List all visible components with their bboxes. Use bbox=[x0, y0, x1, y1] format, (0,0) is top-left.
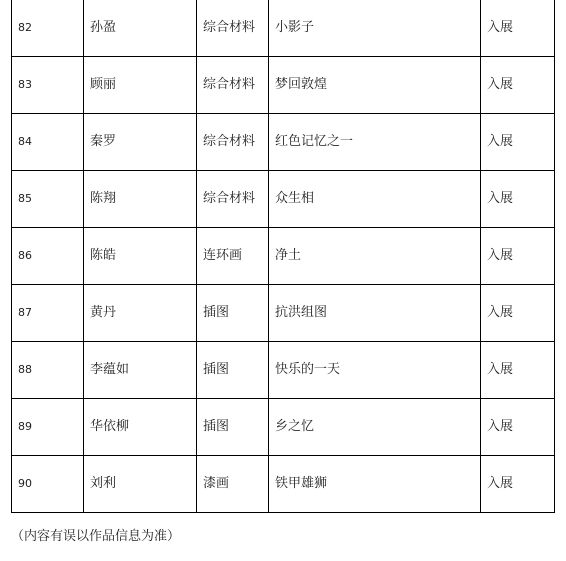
cell-work-title: 小影子 bbox=[269, 0, 481, 57]
results-table bbox=[11, 0, 555, 513]
cell-number: 88 bbox=[12, 342, 84, 399]
cell-category: 插图 bbox=[197, 342, 269, 399]
cell-number: 89 bbox=[12, 399, 84, 456]
cell-result: 入展 bbox=[481, 399, 555, 456]
table-row bbox=[12, 0, 555, 57]
table-row bbox=[12, 57, 555, 114]
cell-artist-name: 华依柳 bbox=[84, 399, 197, 456]
cell-number: 87 bbox=[12, 285, 84, 342]
cell-artist-name: 顾丽 bbox=[84, 57, 197, 114]
table-row bbox=[12, 342, 555, 399]
cell-result: 入展 bbox=[481, 456, 555, 513]
table-row bbox=[12, 285, 555, 342]
cell-number: 86 bbox=[12, 228, 84, 285]
table-row bbox=[12, 399, 555, 456]
cell-category: 综合材料 bbox=[197, 171, 269, 228]
cell-work-title: 乡之忆 bbox=[269, 399, 481, 456]
cell-artist-name: 陈翔 bbox=[84, 171, 197, 228]
table-row bbox=[12, 456, 555, 513]
cell-category: 综合材料 bbox=[197, 0, 269, 57]
cell-result: 入展 bbox=[481, 0, 555, 57]
cell-result: 入展 bbox=[481, 228, 555, 285]
table-row bbox=[12, 171, 555, 228]
cell-number: 82 bbox=[12, 0, 84, 57]
cell-work-title: 净土 bbox=[269, 228, 481, 285]
cell-result: 入展 bbox=[481, 57, 555, 114]
cell-number: 83 bbox=[12, 57, 84, 114]
cell-work-title: 梦回敦煌 bbox=[269, 57, 481, 114]
cell-artist-name: 刘利 bbox=[84, 456, 197, 513]
cell-result: 入展 bbox=[481, 342, 555, 399]
cell-result: 入展 bbox=[481, 171, 555, 228]
cell-result: 入展 bbox=[481, 114, 555, 171]
cell-work-title: 红色记忆之一 bbox=[269, 114, 481, 171]
cell-work-title: 抗洪组图 bbox=[269, 285, 481, 342]
cell-work-title: 快乐的一天 bbox=[269, 342, 481, 399]
cell-category: 综合材料 bbox=[197, 57, 269, 114]
table-row bbox=[12, 114, 555, 171]
footnote: （内容有误以作品信息为准） bbox=[11, 529, 181, 544]
table-row bbox=[12, 228, 555, 285]
cell-category: 插图 bbox=[197, 285, 269, 342]
cell-artist-name: 黄丹 bbox=[84, 285, 197, 342]
cell-result: 入展 bbox=[481, 285, 555, 342]
cell-category: 漆画 bbox=[197, 456, 269, 513]
cell-work-title: 铁甲雄狮 bbox=[269, 456, 481, 513]
cell-number: 84 bbox=[12, 114, 84, 171]
cell-category: 连环画 bbox=[197, 228, 269, 285]
cell-artist-name: 陈皓 bbox=[84, 228, 197, 285]
cell-artist-name: 秦罗 bbox=[84, 114, 197, 171]
cell-number: 90 bbox=[12, 456, 84, 513]
cell-work-title: 众生相 bbox=[269, 171, 481, 228]
cell-artist-name: 李蕴如 bbox=[84, 342, 197, 399]
cell-category: 综合材料 bbox=[197, 114, 269, 171]
cell-artist-name: 孙盈 bbox=[84, 0, 197, 57]
cell-number: 85 bbox=[12, 171, 84, 228]
cell-category: 插图 bbox=[197, 399, 269, 456]
